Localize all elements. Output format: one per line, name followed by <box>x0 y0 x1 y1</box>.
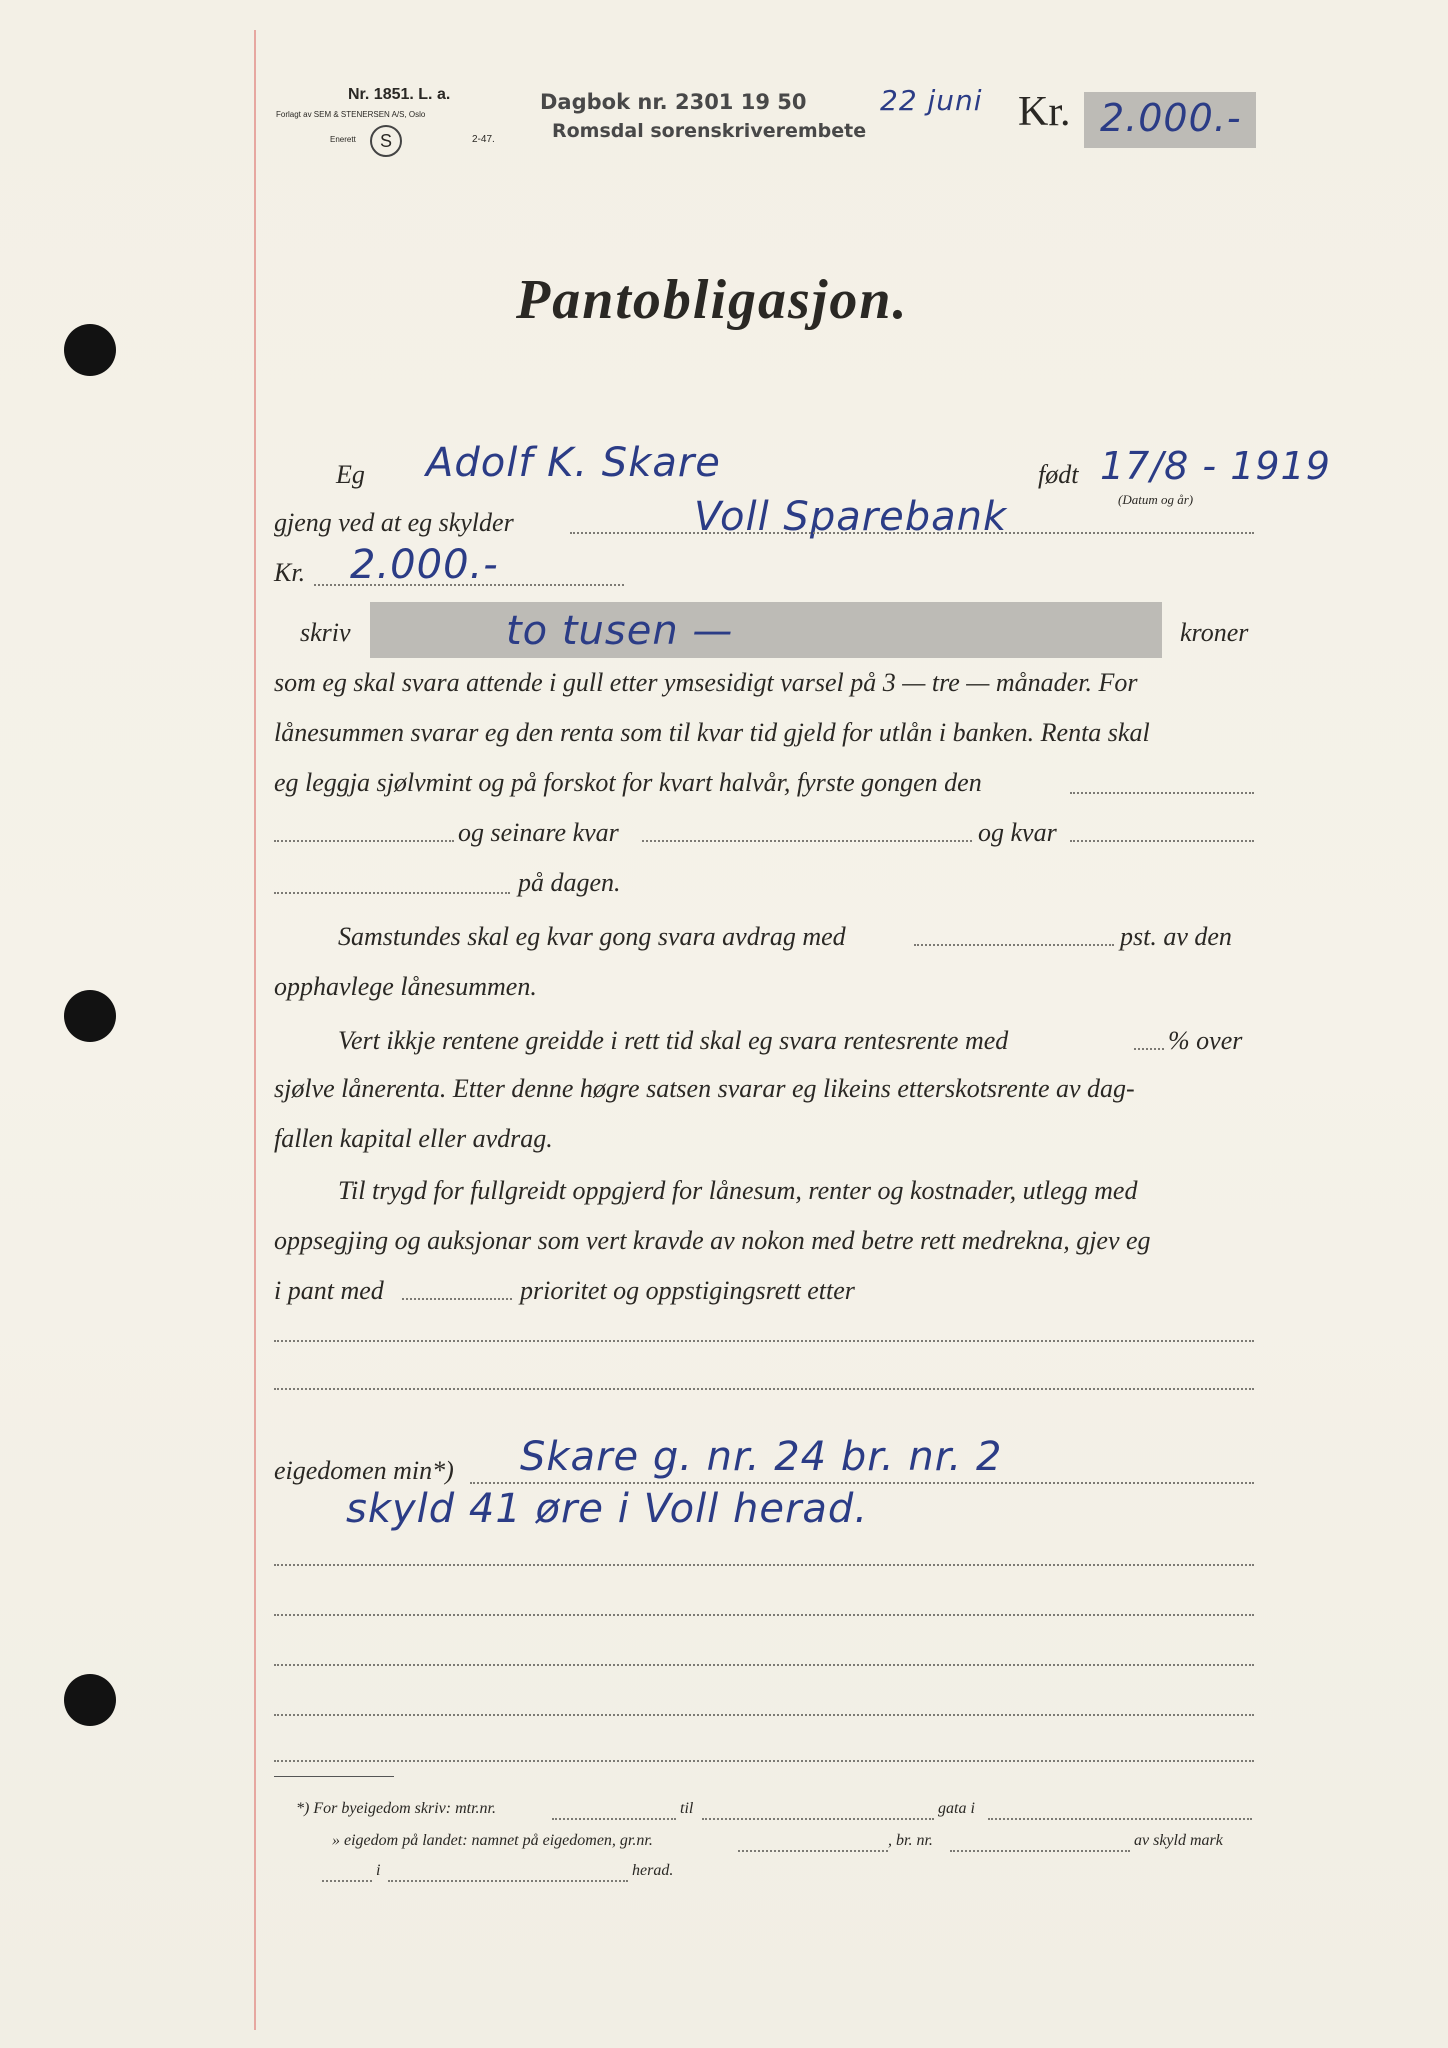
blank-line-5 <box>274 1664 1254 1666</box>
skriv-label: skriv <box>300 618 351 647</box>
footnote-line1c: gata i <box>938 1800 975 1817</box>
footnote-line2b: , br. nr. <box>888 1832 933 1849</box>
fodt-label: født <box>1038 460 1079 489</box>
para4-line3b: prioritet og oppstigingsrett etter <box>520 1276 855 1305</box>
borrower-name: Adolf K. Skare <box>426 440 721 486</box>
date-line-b <box>642 840 972 842</box>
para3-line1b: % over <box>1168 1026 1243 1055</box>
footnote-rule <box>274 1776 394 1777</box>
property-line-2: skyld 41 øre i Voll herad. <box>346 1486 869 1532</box>
amount-words-box <box>370 602 1162 658</box>
punch-hole-middle <box>64 990 116 1042</box>
stamp-office: Romsdal sorenskriverembete <box>552 120 867 142</box>
punch-hole-bottom <box>64 1674 116 1726</box>
footnote-dots-3 <box>988 1818 1252 1820</box>
para1-line3: eg leggja sjølvmint og på forskot for kvart halvår, fyrste gongen den <box>274 768 982 797</box>
para4-line2: oppsegjing og auksjonar som vert kravde av nokon med betre rett medrekna, gjev eg <box>274 1226 1151 1255</box>
blank-line-2 <box>274 1388 1254 1390</box>
para2-line1a: Samstundes skal eg kvar gong svara avdrag med <box>338 922 846 951</box>
para1-line4b: og kvar <box>978 818 1057 847</box>
date-line-c <box>1070 840 1254 842</box>
day-line <box>274 892 510 894</box>
header-kr-label: Kr. <box>1018 89 1071 135</box>
para3-line2: sjølve lånerenta. Etter denne høgre satsen svarar eg likeins etterskotsrente av dag- <box>274 1074 1135 1103</box>
margin-rule <box>254 30 256 2030</box>
property-line-1: Skare g. nr. 24 br. nr. 2 <box>520 1434 1003 1480</box>
first-date-line <box>1070 792 1254 794</box>
amount-line <box>314 584 624 586</box>
para1-line2: lånesummen svarar eg den renta som til kvar tid gjeld for utlån i banken. Renta skal <box>274 718 1150 747</box>
blank-line-3 <box>274 1564 1254 1566</box>
footnote-dots-6 <box>322 1880 372 1882</box>
blank-line-1 <box>274 1340 1254 1342</box>
header-amount: 2.000.- <box>1100 96 1242 140</box>
kroner-label: kroner <box>1180 618 1249 647</box>
footnote-line1a: *) For byeigedom skriv: mtr.nr. <box>296 1800 496 1817</box>
para2-line2: opphavlege lånesummen. <box>274 972 537 1001</box>
blank-line-7 <box>274 1760 1254 1762</box>
para3-line3: fallen kapital eller avdrag. <box>274 1124 553 1153</box>
footnote-dots-7 <box>388 1880 628 1882</box>
publisher-enerett: Enerett <box>330 135 356 144</box>
footnote-line3a: i <box>376 1862 381 1879</box>
para3-line1a: Vert ikkje rentene greidde i rett tid skal eg svara rentesrente med <box>338 1026 1009 1055</box>
property-line <box>470 1482 1254 1484</box>
date-line-a <box>274 840 454 842</box>
datum-label: (Datum og år) <box>1118 492 1194 507</box>
priority-line <box>402 1298 512 1300</box>
eigedom-label: eigedomen min*) <box>274 1456 454 1485</box>
footnote-line2a: » eigedom på landet: namnet på eigedomen, gr.nr. <box>332 1832 653 1849</box>
handwritten-date: 22 juni <box>880 84 983 117</box>
form-number: Nr. 1851. L. a. <box>348 86 451 103</box>
gjeng-label: gjeng ved at eg skylder <box>274 508 514 537</box>
creditor-name: Voll Sparebank <box>694 494 1008 540</box>
footnote-dots-1 <box>552 1818 676 1820</box>
para1-line4a: og seinare kvar <box>458 818 619 847</box>
blank-line-4 <box>274 1614 1254 1616</box>
para1-line5: på dagen. <box>518 868 621 897</box>
footnote-line1b: til <box>680 1800 694 1817</box>
footnote-dots-5 <box>950 1850 1130 1852</box>
publisher-logo: S <box>370 125 402 157</box>
avdrag-line <box>914 944 1114 946</box>
stamp-dagbok: Dagbok nr. 2301 19 50 <box>540 90 807 114</box>
para2-line1b: pst. av den <box>1120 922 1232 951</box>
creditor-line <box>570 532 1254 534</box>
footnote-line2c: av skyld mark <box>1134 1832 1223 1849</box>
publisher-code: 2-47. <box>472 134 495 145</box>
eg-label: Eg <box>336 460 365 489</box>
document-title: Pantobligasjon. <box>516 269 909 331</box>
footnote-dots-2 <box>702 1818 934 1820</box>
amount-words: to tusen — <box>506 608 734 654</box>
para4-line1: Til trygd for fullgreidt oppgjerd for lånesum, renter og kostnader, utlegg med <box>338 1176 1138 1205</box>
para4-line3a: i pant med <box>274 1276 384 1305</box>
birth-date: 17/8 - 1919 <box>1100 444 1331 488</box>
publisher-line: Forlagt av SEM & STENERSEN A/S, Oslo <box>276 110 426 119</box>
blank-line-6 <box>274 1714 1254 1716</box>
loan-amount: 2.000.- <box>350 542 499 588</box>
punch-hole-top <box>64 324 116 376</box>
footnote-line3b: herad. <box>632 1862 674 1879</box>
kr-label: Kr. <box>274 558 306 587</box>
percent-line <box>1134 1048 1164 1050</box>
para1-line1: som eg skal svara attende i gull etter ymsesidigt varsel på 3 — tre — månader. For <box>274 668 1138 697</box>
footnote-dots-4 <box>738 1850 888 1852</box>
